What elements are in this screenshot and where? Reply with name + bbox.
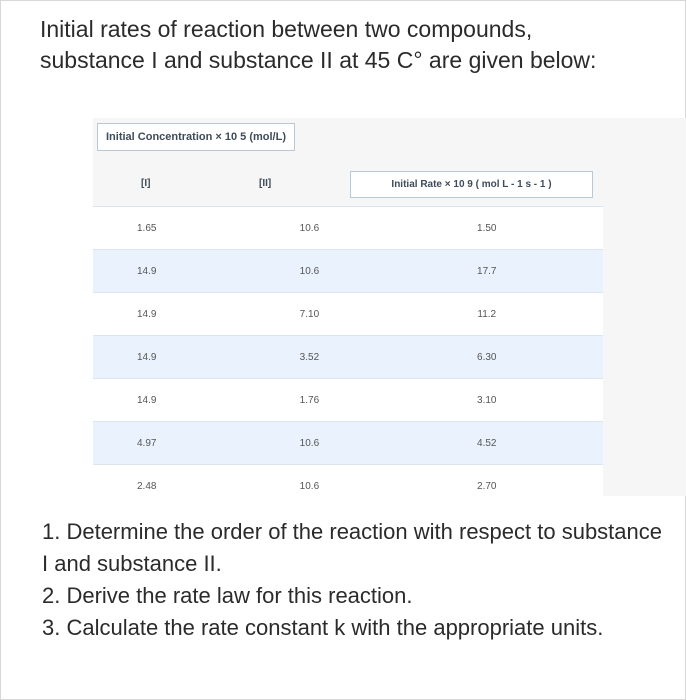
cell-rate: 17.7 bbox=[371, 250, 603, 293]
cell-I: 1.65 bbox=[93, 207, 248, 250]
column-header-I: [I] bbox=[141, 178, 151, 189]
cell-II: 10.6 bbox=[248, 250, 370, 293]
cell-II: 3.52 bbox=[248, 336, 370, 379]
cell-II: 10.6 bbox=[248, 422, 370, 465]
question-list bbox=[42, 516, 662, 644]
cell-rate: 11.2 bbox=[371, 293, 603, 336]
table-row bbox=[93, 293, 603, 336]
table-row bbox=[93, 250, 603, 293]
question-3: 3. Calculate the rate constant k with the appropriate units. bbox=[42, 615, 604, 640]
table-row bbox=[93, 422, 603, 465]
cell-II: 10.6 bbox=[248, 207, 370, 250]
question-1: 1. Determine the order of the reaction with respect to substance I and substance II. bbox=[42, 519, 662, 576]
cell-II: 1.76 bbox=[248, 379, 370, 422]
cell-rate: 4.52 bbox=[371, 422, 603, 465]
problem-intro: Initial rates of reaction between two compounds, substance I and substance II at 45 C° are given below: bbox=[40, 16, 597, 73]
table-row bbox=[93, 379, 603, 422]
cell-I: 14.9 bbox=[93, 250, 248, 293]
table-row bbox=[93, 336, 603, 379]
rate-header: Initial Rate × 10 9 ( mol L - 1 s - 1 ) bbox=[350, 171, 593, 198]
rate-table bbox=[93, 206, 603, 507]
cell-I: 14.9 bbox=[93, 293, 248, 336]
column-header-II: [II] bbox=[259, 178, 272, 189]
question-2: 2. Derive the rate law for this reaction. bbox=[42, 583, 413, 608]
cell-II: 10.6 bbox=[248, 465, 370, 508]
cell-rate: 1.50 bbox=[371, 207, 603, 250]
table-row bbox=[93, 207, 603, 250]
cell-I: 14.9 bbox=[93, 379, 248, 422]
cell-rate: 3.10 bbox=[371, 379, 603, 422]
cell-rate: 6.30 bbox=[371, 336, 603, 379]
cell-I: 14.9 bbox=[93, 336, 248, 379]
cell-II: 7.10 bbox=[248, 293, 370, 336]
cell-rate: 2.70 bbox=[371, 465, 603, 508]
concentration-header: Initial Concentration × 10 5 (mol/L) bbox=[97, 123, 295, 151]
cell-I: 4.97 bbox=[93, 422, 248, 465]
data-table bbox=[93, 118, 686, 496]
table-row bbox=[93, 465, 603, 508]
cell-I: 2.48 bbox=[93, 465, 248, 508]
